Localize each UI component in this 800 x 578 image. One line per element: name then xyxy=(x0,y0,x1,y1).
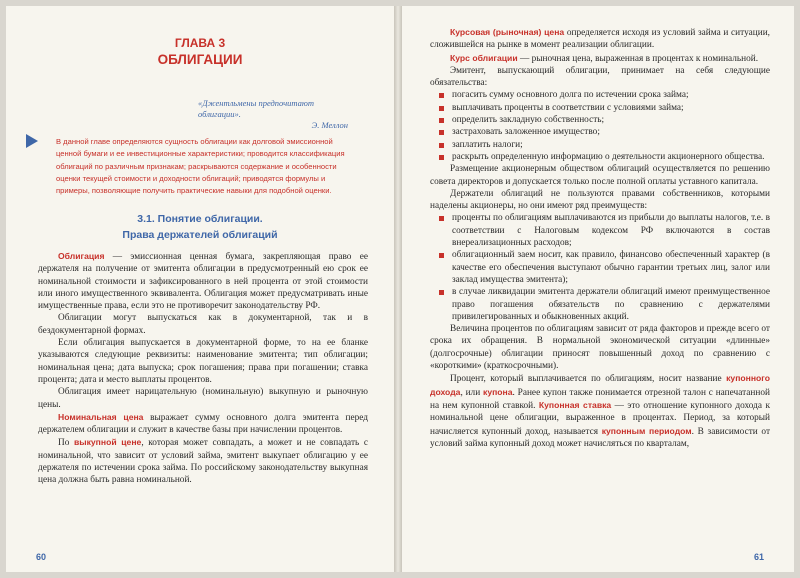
term-redemption-price: выкупной цене xyxy=(73,437,142,448)
epigraph xyxy=(198,98,348,131)
paragraph-text: , которая может совпадать, а может и не совпадать с номинальной, что зависит от условий займа, эмитент выкупает облигацию у ее держателя по истечении срока займа. По российскому законодательству выкупная цена должна быть равна номинальной. xyxy=(38,438,368,486)
page-number-left: 60 xyxy=(36,552,47,562)
term-bond-rate: Курс облигации xyxy=(450,52,518,63)
section-title-line2: Права держателей облигаций xyxy=(122,229,278,241)
paragraph-bond-rate xyxy=(430,52,770,65)
epigraph-author: Э. Меллон xyxy=(311,120,348,130)
paragraph-definition xyxy=(38,250,368,312)
list-item: проценты по облигациям выплачиваются из прибыли до выплаты налогов, т.е. в соответствии с Налоговым кодексом РФ включаются в состав внереализационных расходов; xyxy=(452,213,770,249)
paragraph-interest: Величина процентов по облигациям зависит от ряда факторов и прежде всего от срока их обращения. В нормальной экономической ситуации «длинные» (долгосрочные) облигации приносят повышенный доход по сравнению с «короткими» (краткосрочными). xyxy=(430,324,770,372)
page-number-right: 61 xyxy=(753,552,764,562)
list-item: погасить сумму основного долга по истечении срока займа; xyxy=(452,89,770,101)
paragraph-forms: Облигации могут выпускаться как в документарной, так и в бездокументарной формах. xyxy=(38,313,368,336)
term-coupon-period: купонным периодом xyxy=(601,425,692,436)
right-body-text xyxy=(430,26,770,450)
paragraph-prices: Облигация имеет нарицательную (номинальную) выкупную и рыночную цены. xyxy=(38,387,368,410)
paragraph-holders: Держатели облигаций не пользуются правами собственников, которыми наделены акционеры, но они имеют ряд преимуществ: xyxy=(430,188,770,212)
chapter-intro: В данной главе определяются сущность облигации как долговой эмиссионной ценной бумаги и ее инвестиционные характеристики; проводится классификация облигаций по различным признакам; раскрываются содержание и особенности оценки текущей стоимости и доходности облигаций; приводятся формулы и примеры, позволяющие получить практические навыки для подобной оценки. xyxy=(56,137,345,196)
list-item: раскрыть определенную информацию о деятельности акционерного общества. xyxy=(452,151,770,163)
paragraph-text: Процент, который выплачивается по облигациям, носит название xyxy=(450,374,727,385)
paragraph-redemption xyxy=(38,436,368,486)
chapter-title: ОБЛИГАЦИИ xyxy=(157,52,243,67)
paragraph-issuer: Эмитент, выпускающий облигации, принимает на себя следующие обязательства: xyxy=(430,65,770,89)
paragraph-text: выражает сумму основного долга эмитента перед держателем облигации и служит в качестве базы при начислении процентов. xyxy=(38,412,368,436)
paragraph-text: . В зависимости от условий займа купонный доход может начисляться по кварталам, xyxy=(430,426,771,449)
paragraph-nominal xyxy=(38,411,368,437)
left-page xyxy=(6,6,394,572)
paragraph-text: . Ранее купон также понимается отрезной талон с напечатанной на нем купонной ставкой. xyxy=(430,387,770,411)
arrow-right-icon xyxy=(26,134,38,148)
paragraph-placement: Размещение акционерным обществом облигаций осуществляется по решению совета директоров и допускается только после полной оплаты уставного капитала. xyxy=(430,164,770,187)
list-item: в случае ликвидации эмитента держатели облигаций имеют преимущественное право погашения обязательств по сравнению с держателями привилегированных и обыкновенных акций. xyxy=(452,287,770,322)
left-body-text xyxy=(38,250,368,487)
epigraph-quote: «Джентльмены предпочитают облигации». xyxy=(198,98,315,119)
right-page xyxy=(402,6,794,572)
paragraph-text: определяется исходя из условий займа и ситуации, сложившейся на рынке в момент реализации облигации. xyxy=(430,28,770,51)
term-nominal-price: Номинальная цена xyxy=(58,411,144,422)
list-item: облигационный заем носит, как правило, финансово обеспеченный характер (в качестве его обеспечения выступают обычно гарантии третьих лиц, залог или заклад имущества эмитента); xyxy=(452,250,770,285)
list-item: определить закладную собственность; xyxy=(452,114,770,126)
term-obligation: Облигация xyxy=(58,251,105,261)
paragraph-text: — это отношение купонного дохода к номинальной цене облигации, выраженное в процентах. Период, за который начисляется купонный доход, называется xyxy=(430,400,770,437)
book-gutter xyxy=(394,6,402,572)
paragraph-market-price xyxy=(430,26,770,52)
paragraph-coupon xyxy=(430,372,770,450)
list-item: выплачивать проценты в соответствии с условиями займа; xyxy=(452,102,770,114)
term-coupon-rate: Купонная ставка xyxy=(538,399,612,410)
paragraph-text: , или xyxy=(460,387,484,398)
advantages-list xyxy=(430,212,770,323)
chapter-label: ГЛАВА 3 xyxy=(174,36,226,50)
list-item: застраховать заложенное имущество; xyxy=(452,126,770,138)
paragraph-requisites: Если облигация выпускается в документарной форме, то на ее бланке указываются следующие реквизиты: наименование эмитента; тип облигации; номинальная цена; дата выпуска; срок погашения; права при погашении; ставка процента; дата и место выплаты процентов. xyxy=(38,338,368,385)
section-title-line1: 3.1. Понятие облигации. xyxy=(137,213,263,225)
term-coupon: купона xyxy=(483,386,513,397)
paragraph-text: — эмиссионная ценная бумага, закрепляющая право ее держателя на получение от эмитента облигации в предусмотренный ею срок ее номинальной стоимости и зафиксированного в ней процента от этой стоимости или иного имущественного эквивалента. Облигация может предусматривать иные имущественные права, если это не противоречит законодательству РФ. xyxy=(38,252,368,312)
term-coupon-income: купонного дохода xyxy=(430,373,770,397)
list-item: заплатить налоги; xyxy=(452,139,770,151)
term-market-price: Курсовая (рыночная) цена xyxy=(450,27,565,37)
paragraph-text: — рыночная цена, выраженная в процентах к номинальной. xyxy=(517,53,759,64)
paragraph-text: По xyxy=(58,438,74,449)
obligations-list xyxy=(430,89,770,163)
